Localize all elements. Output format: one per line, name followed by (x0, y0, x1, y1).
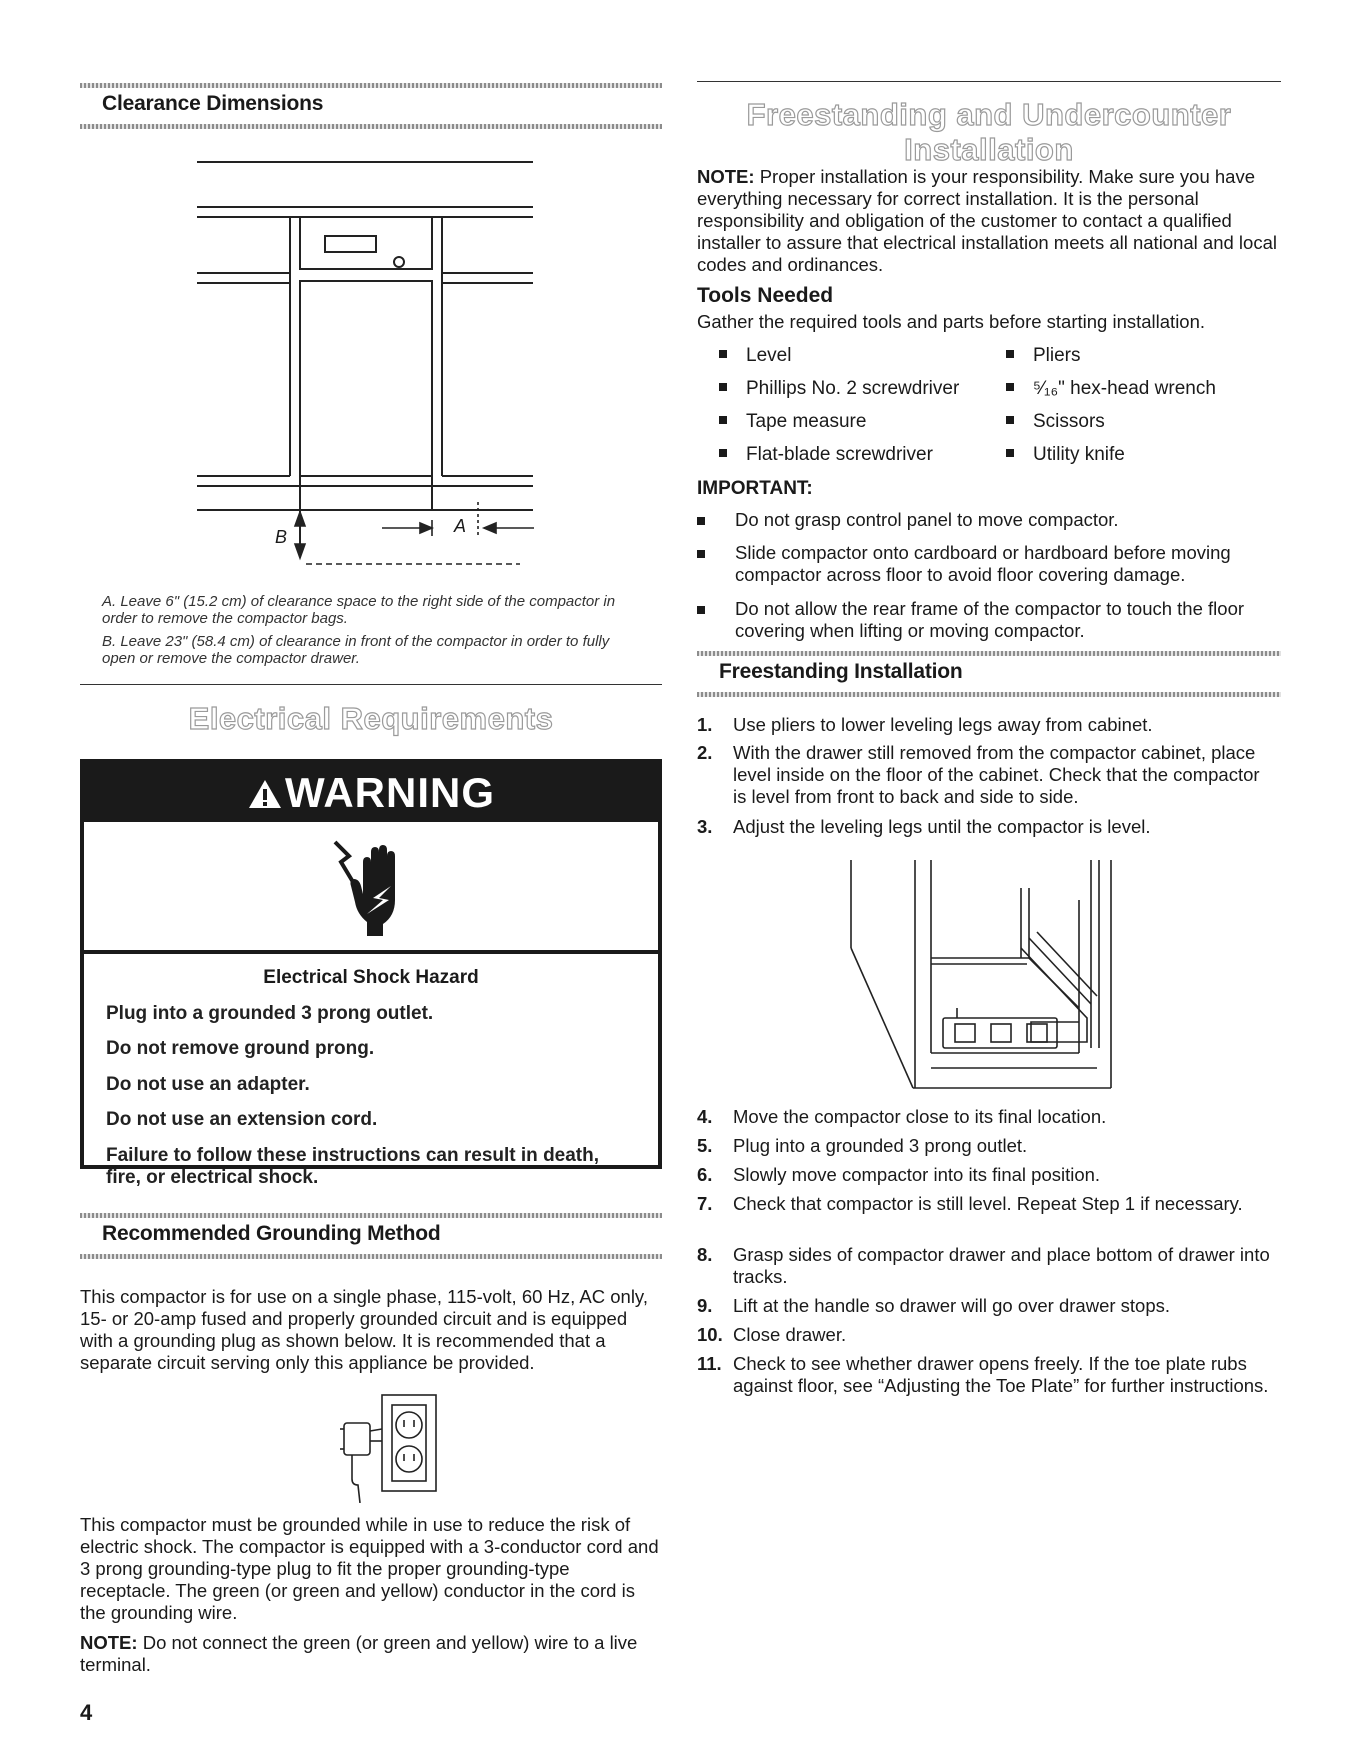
install-heading-line-2: Installation (904, 132, 1074, 167)
list-item: Level (719, 345, 791, 367)
list-item: Pliers (1006, 345, 1081, 367)
list-item: Scissors (1006, 411, 1105, 433)
grounding-paragraph-1: This compactor is for use on a single phase, 115-volt, 60 Hz, AC only, 15- or 20-amp fused and properly grounded circuit and is equipped with a grounding plug as shown below. It is recommended that a separate circuit serving only this appliance be provided. (80, 1286, 648, 1373)
divider (80, 684, 662, 685)
clearance-heading-block (80, 83, 662, 129)
warning-triangle-icon (247, 778, 283, 810)
warning-line-4: Do not use an extension cord. (106, 1109, 378, 1130)
install-note-text: Proper installation is your responsibility. Make sure you have everything necessary for correct installation. It is the personal responsibility and obligation of the customer to contact a qualified installer to assure that electrical installation meets all national and local codes and ordinances. (697, 166, 1277, 275)
warning-line-5: Failure to follow these instructions can result in death, fire, or electrical shock. (106, 1145, 600, 1188)
install-note (697, 166, 1281, 276)
clearance-diagram (80, 150, 662, 570)
warning-banner (84, 763, 658, 822)
warning-box (80, 759, 662, 1188)
grounding-heading-block (80, 1213, 662, 1259)
list-item: Tape measure (719, 411, 866, 433)
grounding-paragraph-2: This compactor must be grounded while in use to reduce the risk of electric shock. The compactor is equipped with a 3-conductor cord and 3 prong grounding-type plug to fit the proper grounding-type receptacle. The green (or green and yellow) conductor in the cord is the grounding wire. (80, 1514, 659, 1623)
label-a: A (454, 516, 467, 536)
list-item: Utility knife (1006, 444, 1125, 466)
electric-shock-hand-icon (329, 838, 419, 938)
hazard-icon-area (84, 822, 658, 954)
warning-line-2: Do not remove ground prong. (106, 1038, 375, 1059)
caption-b: B. Leave 23" (58.4 cm) of clearance in front of the compactor in order to fully open or remove the compactor drawer. (102, 633, 610, 667)
warning-line-3: Do not use an adapter. (106, 1074, 310, 1095)
caption-a: A. Leave 6" (15.2 cm) of clearance space to the right side of the compactor in order to remove the compactor bags. (102, 593, 616, 627)
label-b: B (275, 527, 288, 547)
important-heading: IMPORTANT: (697, 478, 813, 499)
list-item: Phillips No. 2 screwdriver (719, 378, 959, 400)
tools-intro: Gather the required tools and parts before starting installation. (697, 311, 1206, 332)
divider (697, 81, 1281, 82)
grounding-note-label: NOTE: (80, 1632, 138, 1653)
install-note-label: NOTE: (697, 166, 755, 187)
list-item: ⁵⁄₁₆" hex-head wrench (1006, 378, 1216, 400)
warning-title: WARNING (285, 769, 495, 816)
list-item: Flat-blade screwdriver (719, 444, 933, 466)
clearance-heading: Clearance Dimensions (102, 92, 324, 115)
grounded-plug-outlet-icon (320, 1393, 500, 1503)
tools-heading: Tools Needed (697, 284, 834, 307)
grounding-heading: Recommended Grounding Method (102, 1222, 441, 1245)
leveling-diagram (847, 858, 1117, 1090)
warning-line-1: Plug into a grounded 3 prong outlet. (106, 1003, 434, 1024)
page-number: 4 (80, 1700, 93, 1725)
install-heading-line-1: Freestanding and Undercounter (746, 97, 1232, 132)
hazard-title: Electrical Shock Hazard (263, 967, 479, 988)
grounding-note (80, 1632, 662, 1676)
electrical-heading: Electrical Requirements (188, 701, 554, 736)
freestanding-heading-block (697, 651, 1281, 697)
freestanding-heading: Freestanding Installation (719, 660, 963, 683)
grounding-note-text: Do not connect the green (or green and yellow) wire to a live terminal. (80, 1632, 638, 1675)
